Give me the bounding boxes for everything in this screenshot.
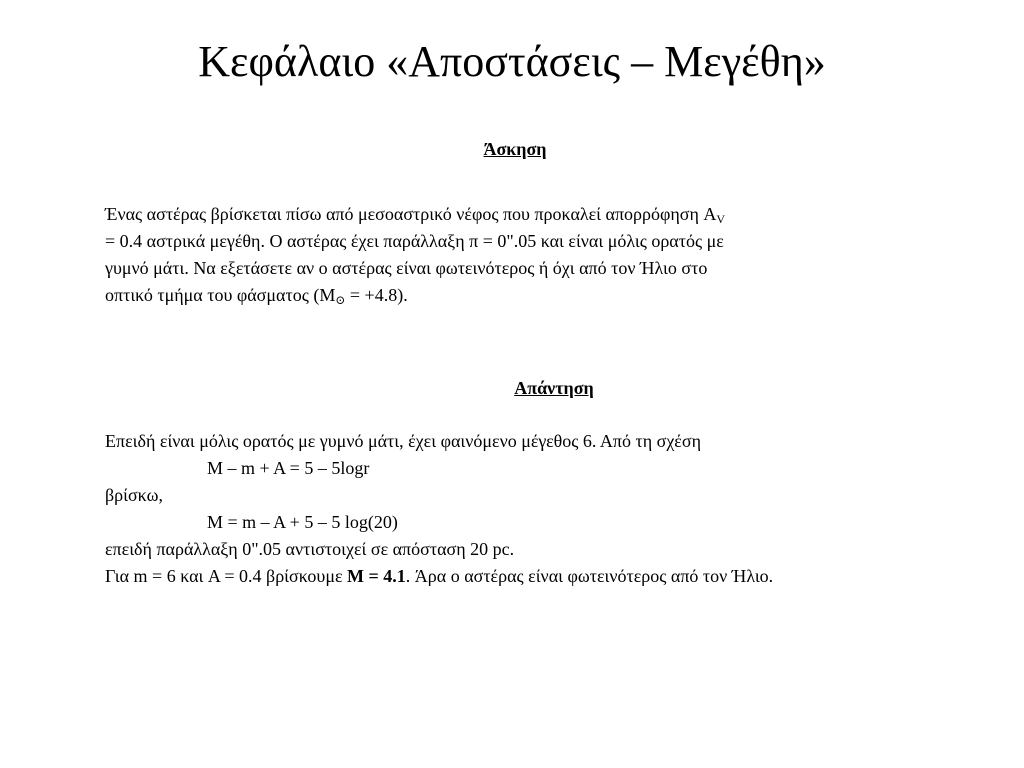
slide-title: Κεφάλαιο «Αποστάσεις – Μεγέθη» <box>198 37 826 86</box>
exercise-line-4: οπτικό τμήμα του φάσματος (M⊙ = +4.8). <box>105 285 408 307</box>
exercise-text <box>105 201 725 309</box>
answer-conclusion: . Άρα ο αστέρας είναι φωτεινότερος από τον Ήλιο. <box>405 566 774 586</box>
answer-line-3: επειδή παράλλαξη 0".05 αντιστοιχεί σε απόσταση 20 pc. <box>105 539 515 559</box>
absorption-subscript: V <box>716 212 726 226</box>
answer-text <box>105 428 773 590</box>
answer-line-2: βρίσκω, <box>105 485 163 505</box>
answer-line-4-text: Για m = 6 και A = 0.4 βρίσκουμε <box>105 566 348 586</box>
exercise-line-2: = 0.4 αστρικά μεγέθη. Ο αστέρας έχει παράλλαξη π = 0".05 και είναι μόλις ορατός με <box>105 231 724 251</box>
formula-2: M = m – A + 5 – 5 log(20) <box>207 512 398 532</box>
exercise-heading: Άσκηση <box>483 139 547 159</box>
answer-line-4 <box>105 563 773 590</box>
exercise-line-3: γυμνό μάτι. Να εξετάσετε αν ο αστέρας είναι φωτεινότερος ή όχι από τον Ήλιο στο <box>105 258 708 278</box>
answer-line-1: Επειδή είναι μόλις ορατός με γυμνό μάτι, έχει φαινόμενο μέγεθος 6. Από τη σχέση <box>105 431 701 451</box>
exercise-line-4-text: οπτικό τμήμα του φάσματος (M <box>105 285 336 305</box>
result-value: M = 4.1 <box>347 566 406 586</box>
exercise-line-1-text: Ένας αστέρας βρίσκεται πίσω από μεσοαστρικό νέφος που προκαλεί απορρόφηση A <box>105 204 717 224</box>
exercise-line-4-value: = +4.8). <box>345 285 408 305</box>
formula-1: M – m + A = 5 – 5logr <box>207 458 370 478</box>
exercise-line-1 <box>105 201 725 228</box>
answer-heading: Απάντηση <box>514 378 594 398</box>
